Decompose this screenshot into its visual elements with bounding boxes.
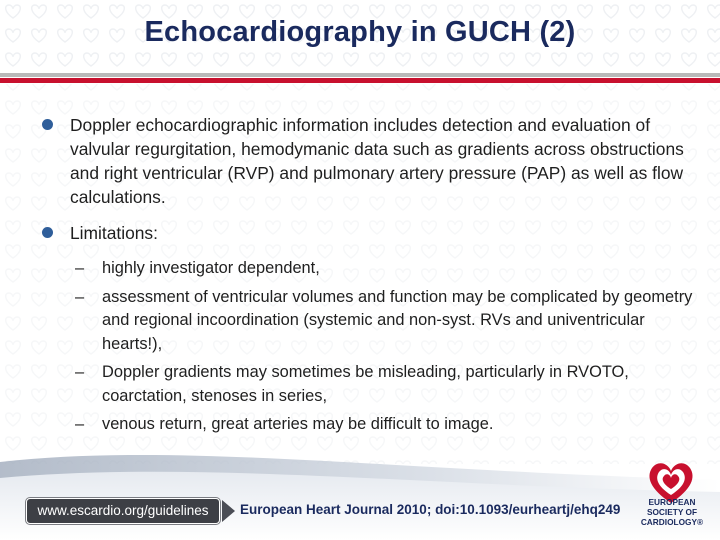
- sub-list-item: [40, 413, 695, 437]
- sub-list-item: [40, 286, 695, 357]
- dash-icon: –: [75, 415, 85, 433]
- logo-line: EUROPEAN: [648, 497, 696, 507]
- sub-item-text: Doppler gradients may sometimes be misleading, particularly in RVOTO, coarctation, stenoses in series,: [102, 363, 629, 405]
- logo-line: SOCIETY OF: [646, 507, 698, 517]
- dash-icon: –: [75, 259, 85, 277]
- slide-title: Echocardiography in GUCH (2): [144, 16, 576, 48]
- bullet-dot-icon: [42, 227, 53, 238]
- sub-list-item: [40, 257, 695, 281]
- sub-item-text: highly investigator dependent,: [102, 259, 320, 277]
- slide-body: [40, 113, 695, 442]
- logo-line: CARDIOLOGY®: [640, 517, 704, 527]
- sub-item-text: venous return, great arteries may be difficult to image.: [102, 415, 494, 433]
- bullet-text: Limitations:: [70, 223, 158, 243]
- bullet-text: Doppler echocardiographic information includes detection and evaluation of valvular regurgitation, hemodymanic data such as gradients across obstructions and right ventricular (RVP) and pulmonary artery pressure (PAP) as well as flow calculations.: [70, 115, 684, 207]
- guidelines-link[interactable]: www.escardio.org/guidelines: [26, 498, 220, 524]
- title-divider-grey: [0, 73, 720, 77]
- bullet-item: [40, 113, 695, 209]
- dash-icon: –: [75, 287, 85, 306]
- footer-wave: [0, 440, 720, 540]
- logo-wordmark: [634, 497, 710, 527]
- sub-list: [40, 257, 695, 437]
- arrow-right-icon: [222, 500, 235, 522]
- bullet-item: [40, 221, 695, 245]
- bullet-dot-icon: [42, 119, 53, 130]
- dash-icon: –: [75, 363, 85, 381]
- sub-list-item: [40, 361, 695, 408]
- sub-item-text: assessment of ventricular volumes and function may be complicated by geometry and regional incoordination (systemic and non-syst. RVs and univentricular hearts!),: [102, 287, 693, 353]
- journal-citation: European Heart Journal 2010; doi:10.1093/eurheartj/ehq249: [240, 502, 621, 517]
- title-divider-red: [0, 78, 720, 83]
